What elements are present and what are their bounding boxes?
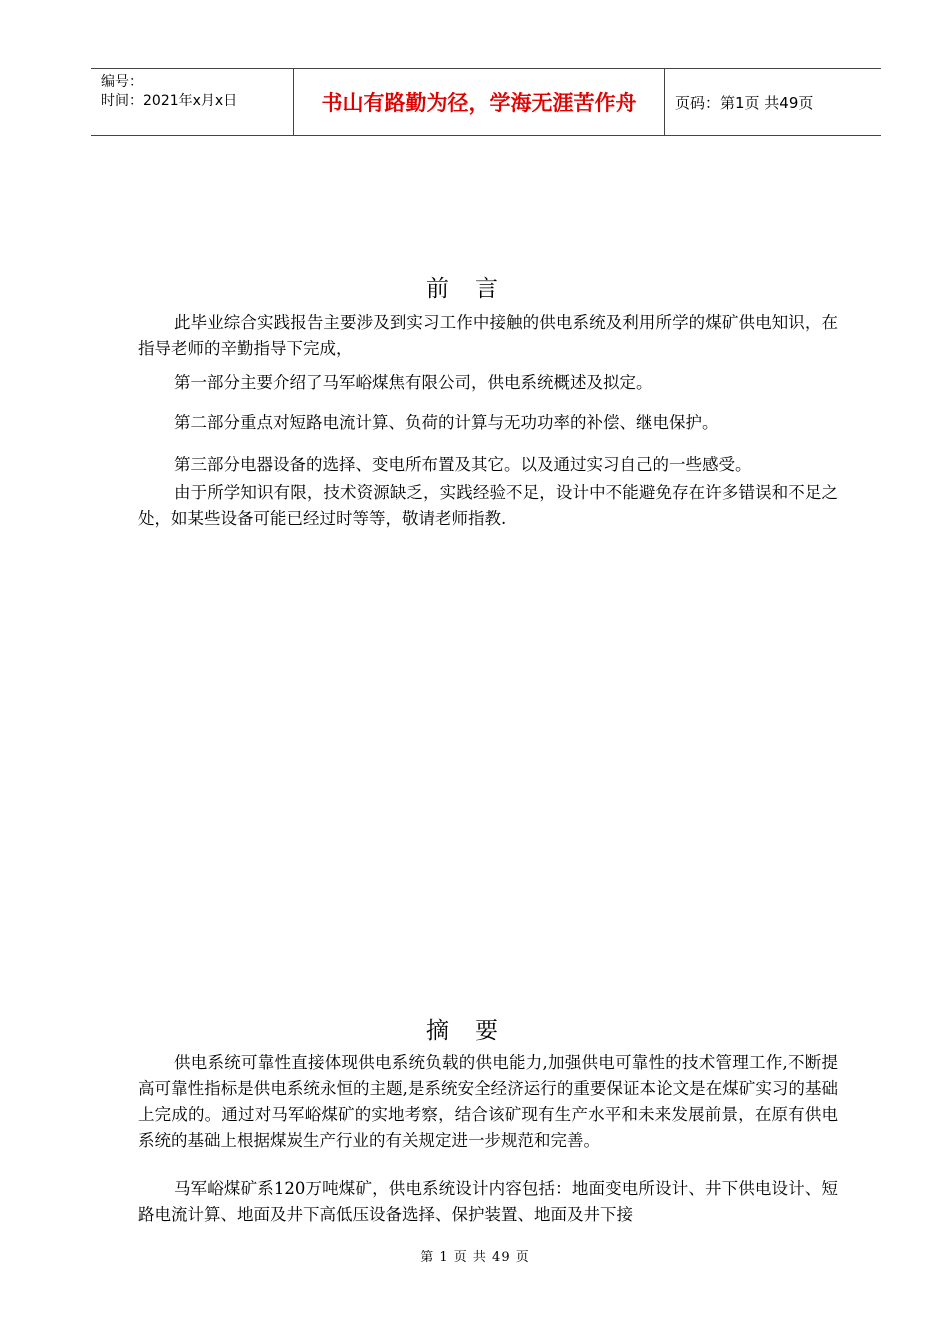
page-footer: 第 1 页 共 49 页 bbox=[420, 1250, 530, 1265]
abstract-paragraph-2: 马军峪煤矿系120万吨煤矿，供电系统设计内容包括：地面变电所设计、井下供电设计、短路电流计算、地面及井下高低压设备选择、保护装置、地面及井下接 bbox=[138, 1179, 838, 1224]
preface-paragraph-2: 第一部分主要介绍了马军峪煤焦有限公司，供电系统概述及拟定。 bbox=[174, 373, 653, 392]
preface-paragraph-5: 由于所学知识有限，技术资源缺乏，实践经验不足，设计中不能避免存在许多错误和不足之处，如某些设备可能已经过时等等，敬请老师指教. bbox=[138, 483, 838, 528]
preface-paragraph-3: 第二部分重点对短路电流计算、负荷的计算与无功功率的补偿、继电保护。 bbox=[174, 413, 719, 432]
header-motto: 书山有路勤为径，学海无涯苦作舟 bbox=[293, 69, 665, 135]
header-page-info: 页码：第1页 共49页 bbox=[675, 93, 814, 112]
page-header bbox=[91, 68, 881, 136]
preface-paragraph-4: 第三部分电器设备的选择、变电所布置及其它。以及通过实习自己的一些感受。 bbox=[174, 455, 752, 474]
preface-paragraph-1: 此毕业综合实践报告主要涉及到实习工作中接触的供电系统及利用所学的煤矿供电知识，在指导老师的辛勤指导下完成， bbox=[138, 313, 838, 358]
header-meta bbox=[91, 69, 293, 135]
number-label: 编号： bbox=[101, 74, 143, 90]
preface-title: 前言 bbox=[426, 276, 524, 302]
time-line: 时间：2021年x月x日 bbox=[101, 93, 238, 109]
abstract-title: 摘要 bbox=[426, 1018, 524, 1044]
abstract-paragraph-1: 供电系统可靠性直接体现供电系统负载的供电能力,加强供电可靠性的技术管理工作,不断提高可靠性指标是供电系统永恒的主题,是系统安全经济运行的重要保证本论文是在煤矿实习的基础上完成的。通过对马军峪煤矿的实地考察，结合该矿现有生产水平和未来发展前景，在原有供电系统的基础上根据煤炭生产行业的有关规定进一步规范和完善。 bbox=[138, 1053, 838, 1150]
